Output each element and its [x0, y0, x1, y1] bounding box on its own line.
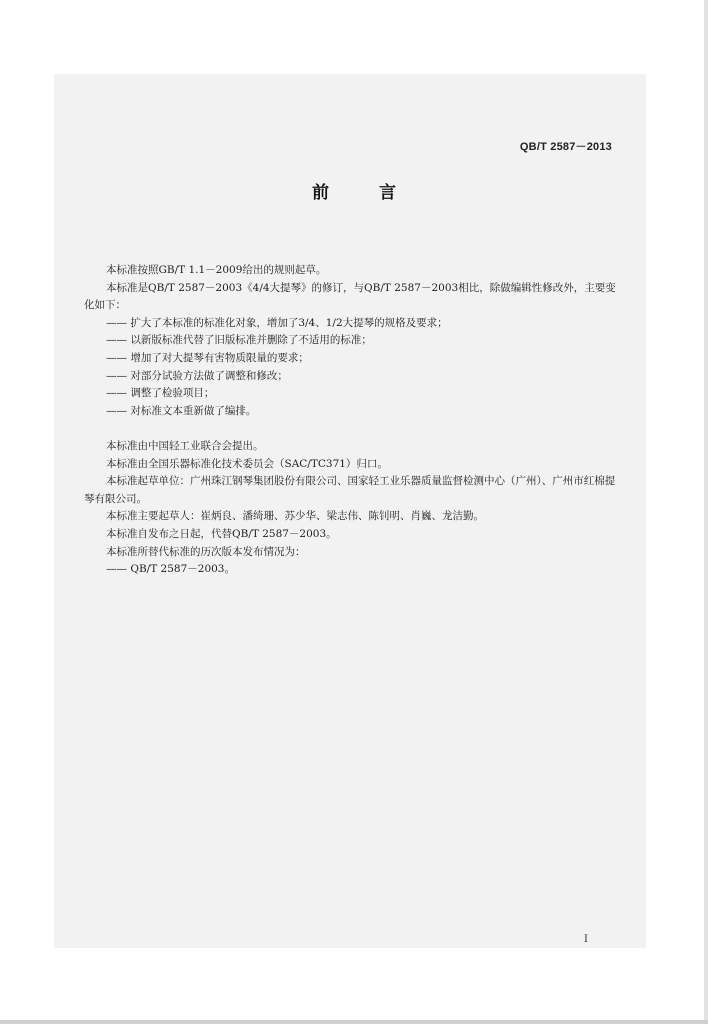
change-item: —— 以新版标准代替了旧版标准并删除了不适用的标准； — [106, 334, 372, 347]
change-item: —— 调整了检验项目； — [106, 387, 215, 400]
paragraph-drafting-units: 本标准起草单位：广州珠江钢琴集团股份有限公司、国家轻工业乐器质量监督检测中心（广州）、广州市红棉提琴有限公司。 — [84, 475, 616, 505]
scan-edge-bottom — [0, 1020, 708, 1024]
change-item: —— 扩大了本标准的标准化对象，增加了3/4、1/2大提琴的规格及要求； — [106, 316, 448, 329]
change-item: —— 对标准文本重新做了编排。 — [106, 404, 257, 417]
paragraph-drafting-rules: 本标准按照GB/T 1.1－2009给出的规则起草。 — [106, 264, 327, 276]
foreword-body — [84, 262, 624, 579]
paragraph-gap — [84, 420, 624, 438]
change-item: —— 增加了对大提琴有害物质限量的要求； — [106, 351, 309, 364]
paragraph-history-intro: 本标准所替代标准的历次版本发布情况为： — [106, 545, 306, 558]
page-title: 前 言 — [312, 183, 418, 203]
paragraph-replacement: 本标准自发布之日起，代替QB/T 2587－2003。 — [106, 527, 337, 540]
change-item: —— 对部分试验方法做了调整和修改； — [106, 369, 288, 382]
paragraph-proposer: 本标准由中国轻工业联合会提出。 — [106, 439, 264, 452]
scan-edge-right — [704, 0, 708, 1024]
standard-code: QB/T 2587－2013 — [519, 141, 612, 153]
page-number: I — [584, 934, 588, 945]
paragraph-revision-summary: 本标准是QB/T 2587－2003《4/4大提琴》的修订，与QB/T 2587－2003相比，除做编辑性修改外，主要变化如下： — [84, 281, 616, 312]
paragraph-drafters: 本标准主要起草人：崔炳良、潘绮珊、苏少华、梁志伟、陈钊明、肖巍、龙洁勤。 — [106, 510, 484, 523]
previous-version-item: —— QB/T 2587－2003。 — [106, 563, 235, 576]
paragraph-committee: 本标准由全国乐器标准化技术委员会（SAC/TC371）归口。 — [106, 457, 388, 470]
